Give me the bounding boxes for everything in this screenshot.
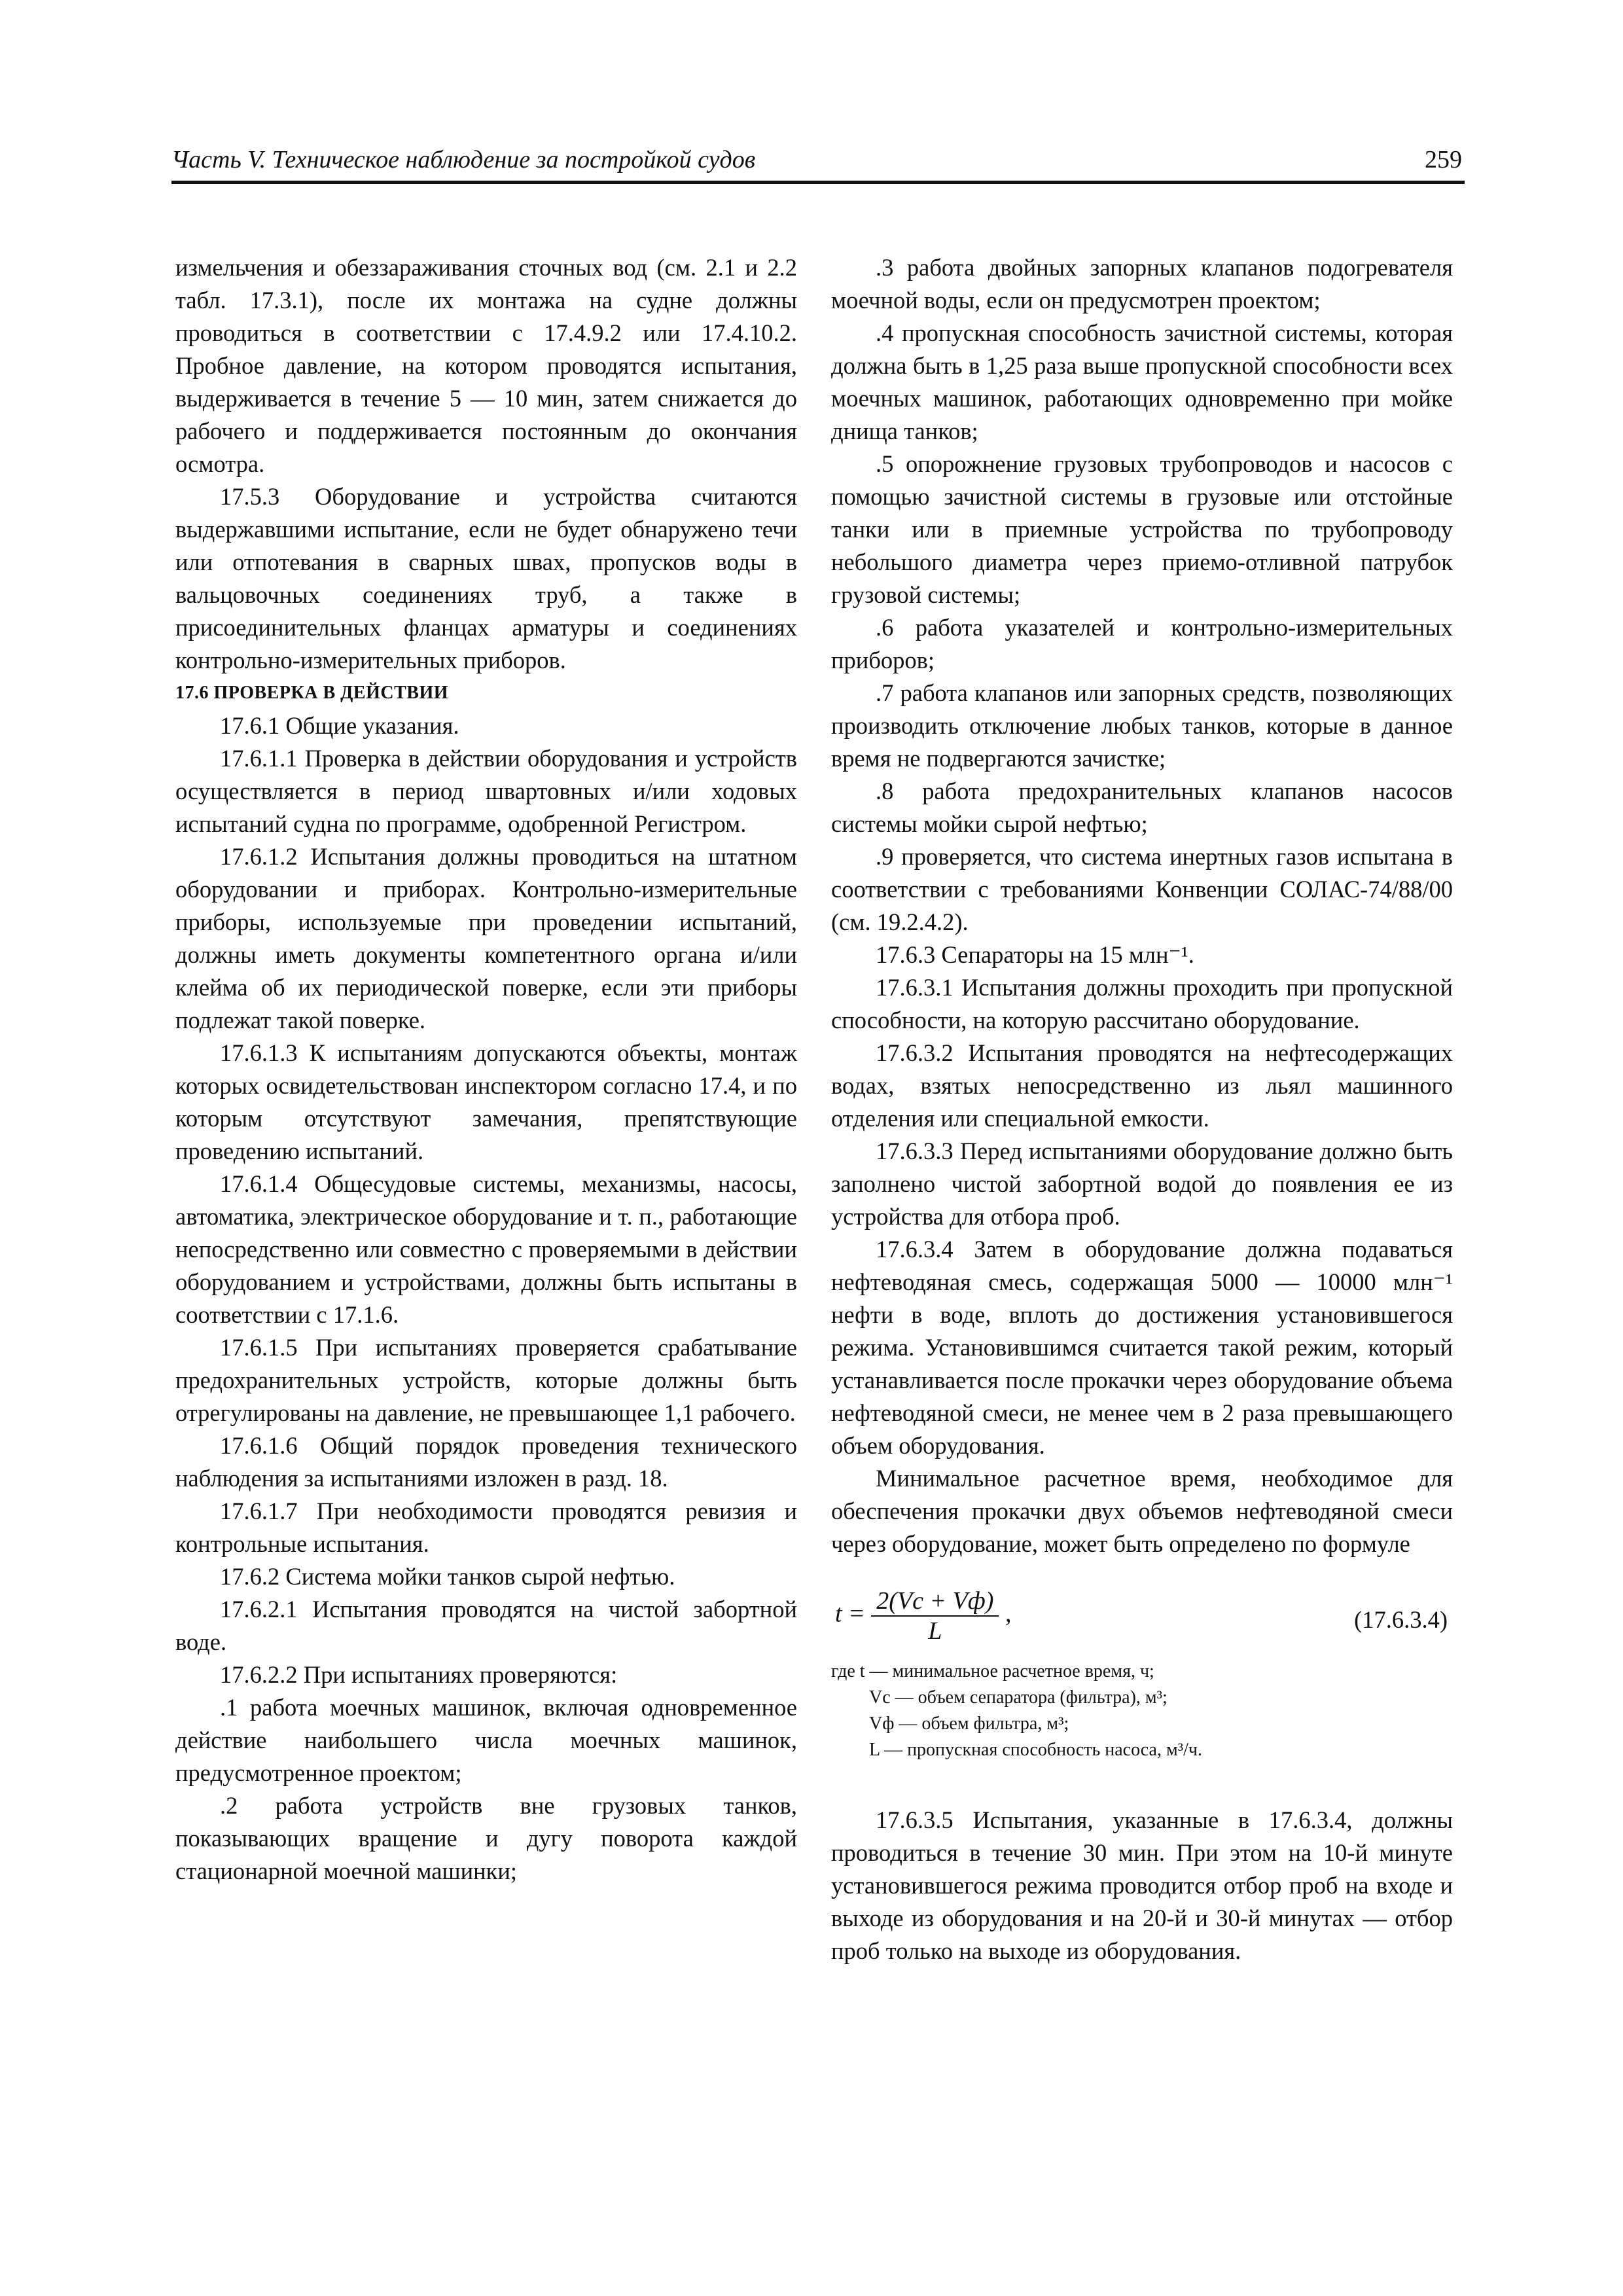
paragraph: 17.6.2.1 Испытания проводятся на чистой забортной воде.: [175, 1596, 797, 1655]
paragraph: 17.5.3 Оборудование и устройства считаются выдержавшими испытание, если не будет обнаружено течи или отпотевания в сварных швах, пропусков воды в вальцовочных соединениях труб, а также в присоединительных фланцах арматуры и соединениях контрольно-измерительных приборов.: [175, 483, 797, 673]
right-column: [831, 251, 1453, 1967]
list-item: .7 работа клапанов или запорных средств, позволяющих производить отключение любых танков, которые в данное время не подвергаются зачистке;: [831, 679, 1453, 772]
paragraph: 17.6.1.4 Общесудовые системы, механизмы, насосы, автоматика, электрическое оборудование и т. п., работающие непосредственно или совместно с проверяемыми в действии оборудованием и устройствами, должны быть испытаны в соответствии с 17.1.6.: [175, 1170, 797, 1328]
legend-item: где t — минимальное расчетное время, ч;: [831, 1661, 1154, 1681]
formula-legend: [831, 1659, 1453, 1763]
paragraph: 17.6.1.2 Испытания должны проводиться на штатном оборудовании и приборах. Контрольно-измерительные приборы, используемые при проведении испытаний, должны иметь документы компетентного органа и/или клейма об их периодической поверке, если эти приборы подлежат такой поверке.: [175, 843, 797, 1033]
left-column: [175, 251, 797, 1888]
list-item: .4 пропускная способность зачистной системы, которая должна быть в 1,25 раза выше пропускной способности всех моечных машинок, работающих одновременно при мойке днища танков;: [831, 319, 1453, 444]
paragraph: 17.6.2.2 При испытаниях проверяются:: [220, 1661, 618, 1688]
paragraph: 17.6.3 Сепараторы на 15 млн⁻¹.: [876, 941, 1194, 968]
formula-fraction: [871, 1587, 999, 1645]
paragraph: 17.6.2 Система мойки танков сырой нефтью.: [220, 1563, 675, 1590]
list-item: .8 работа предохранительных клапанов насосов системы мойки сырой нефтью;: [831, 778, 1453, 837]
legend-item: Vс — объем сепаратора (фильтра), м³;: [869, 1687, 1168, 1708]
formula-numerator: 2(Vс + Vф): [871, 1587, 999, 1617]
paragraph: Минимальное расчетное время, необходимое для обеспечения прокачки двух объемов нефтеводяной смеси через оборудование, может быть определено по формуле: [831, 1465, 1453, 1557]
legend-item: Vф — объем фильтра, м³;: [869, 1713, 1069, 1734]
list-item: .3 работа двойных запорных клапанов подогревателя моечной воды, если он предусмотрен проектом;: [831, 254, 1453, 314]
paragraph: 17.6.3.5 Испытания, указанные в 17.6.3.4, должны проводиться в течение 30 мин. При этом на 10-й минуте установившегося режима проводится отбор проб на входе и выходе из оборудования и на 20-й и 30-й минутах — отбор проб только на выходе из оборудования.: [831, 1806, 1453, 1964]
section-heading: 17.6 ПРОВЕРКА В ДЕЙСТВИИ: [175, 683, 449, 703]
paragraph: 17.6.3.1 Испытания должны проходить при пропускной способности, на которую рассчитано оборудование.: [831, 974, 1453, 1033]
paragraph: 17.6.1.1 Проверка в действии оборудования и устройств осуществляется в период швартовных и/или ходовых испытаний судна по программе, одобренной Регистром.: [175, 745, 797, 837]
paragraph: 17.6.1.6 Общий порядок проведения технического наблюдения за испытаниями изложен в разд. 18.: [175, 1432, 797, 1492]
list-item: .2 работа устройств вне грузовых танков, показывающих вращение и дугу поворота каждой стационарной моечной машинки;: [175, 1792, 797, 1884]
paragraph: 17.6.1.7 При необходимости проводятся ревизия и контрольные испытания.: [175, 1498, 797, 1557]
paragraph: 17.6.3.4 Затем в оборудование должна подаваться нефтеводяная смесь, содержащая 5000 — 10000 млн⁻¹ нефти в воде, вплоть до достижения установившегося режима. Установившимся считается такой режим, который устанавливается после прокачки через оборудование объема нефтеводяной смеси, не менее чем в 2 раза превышающего объем оборудования.: [831, 1236, 1453, 1459]
legend-item: L — пропускная способность насоса, м³/ч.: [869, 1740, 1202, 1760]
paragraph: измельчения и обеззараживания сточных вод (см. 2.1 и 2.2 табл. 17.3.1), после их монтажа на судне должны проводиться в соответствии с 17.4.9.2 или 17.4.10.2. Пробное давление, на котором проводятся испытания, выдерживается в течение 5 — 10 мин, затем снижается до рабочего и поддерживается постоянным до окончания осмотра.: [175, 254, 797, 477]
formula-denominator: L: [928, 1617, 942, 1645]
paragraph: 17.6.1.3 К испытаниям допускаются объекты, монтаж которых освидетельствован инспектором согласно 17.4, и по которым отсутствуют замечания, препятствующие проведению испытаний.: [175, 1039, 797, 1164]
paragraph: 17.6.3.3 Перед испытаниями оборудование должно быть заполнено чистой забортной водой до появления ее из устройства для отбора проб.: [831, 1138, 1453, 1230]
page-number: 259: [1425, 146, 1462, 173]
formula-tail: ,: [1005, 1600, 1012, 1628]
paragraph: 17.6.3.2 Испытания проводятся на нефтесодержащих водах, взятых непосредственно из льял машинного отделения или специальной емкости.: [831, 1039, 1453, 1132]
list-item: .1 работа моечных машинок, включая одновременное действие наибольшего числа моечных машинок, предусмотренное проектом;: [175, 1694, 797, 1786]
running-header-title: Часть V. Техническое наблюдение за постройкой судов: [171, 146, 756, 173]
formula-number: (17.6.3.4): [1354, 1606, 1448, 1633]
list-item: .5 опорожнение грузовых трубопроводов и насосов с помощью зачистной системы в грузовые или отстойные танки или в приемные устройства по трубопроводу небольшого диаметра через приемо-отливной патрубок грузовой системы;: [831, 450, 1453, 608]
paragraph: 17.6.1 Общие указания.: [220, 712, 459, 739]
formula: [835, 1587, 1011, 1645]
list-item: .6 работа указателей и контрольно-измерительных приборов;: [831, 614, 1453, 673]
formula-lhs: t =: [835, 1600, 865, 1628]
list-item: .9 проверяется, что система инертных газов испытана в соответствии с требованиями Конвенции СОЛАС-74/88/00 (см. 19.2.4.2).: [831, 843, 1453, 935]
paragraph: 17.6.1.5 При испытаниях проверяется срабатывание предохранительных устройств, которые должны быть отрегулированы на давление, не превышающее 1,1 рабочего.: [175, 1334, 797, 1426]
formula-block: [831, 1587, 1453, 1652]
running-header: [171, 145, 1465, 184]
